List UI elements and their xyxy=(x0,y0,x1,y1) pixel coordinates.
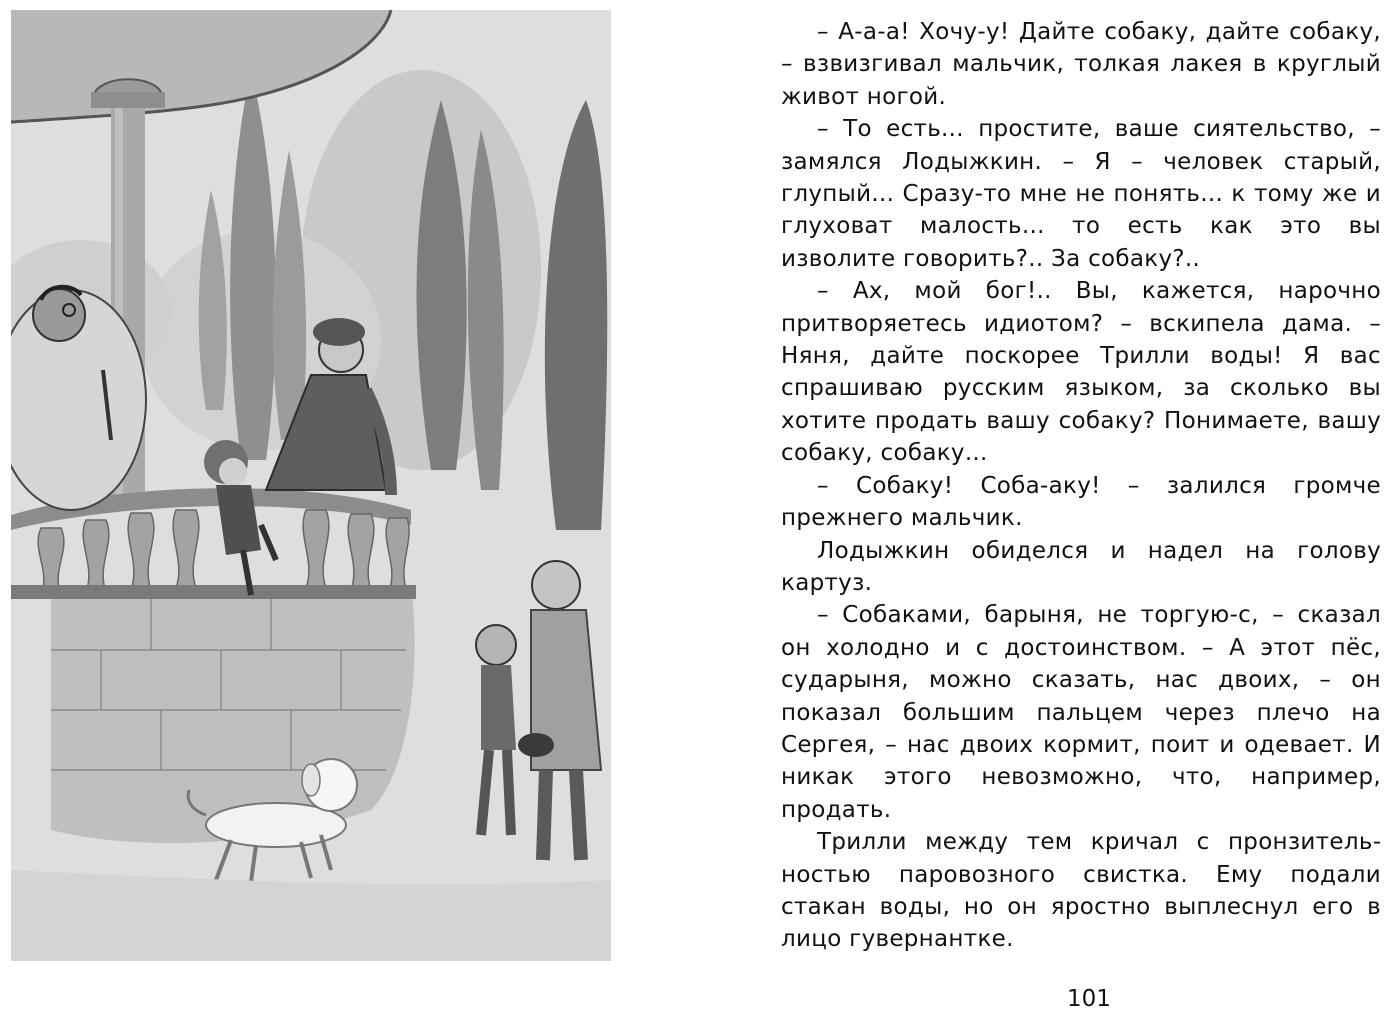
paragraph: – То есть... простите, ваше сиятельство, – замялся Лодыжкин. – Я – человек старый, глупый... Сразу-то мне не понять... к тому же и глуховат малость... то есть как это вы изволите говорить?.. За собаку?.. xyxy=(781,116,1381,272)
paragraph: Лодыжкин обиделся и надел на голову картуз. xyxy=(781,537,1381,596)
paragraph: – А-а-а! Хочу-у! Дайте собаку, дайте собаку, – взвизгивал мальчик, толкая лакея в круглый живот ногой. xyxy=(781,19,1381,110)
paragraph: – Ах, мой бог!.. Вы, кажется, нарочно притворяетесь идиотом? – вскипела дама. – Няня, дайте поскорее Трилли воды! Я вас спрашиваю русским языком, за сколько вы хотите продать вашу собаку? Понимаете, вашу собаку, собаку... xyxy=(781,278,1381,467)
paragraph: – Собаку! Соба-аку! – залился громче прежнего мальчик. xyxy=(781,472,1381,532)
book-illustration-icon xyxy=(11,10,611,961)
page-number: 101 xyxy=(1067,986,1111,1012)
paragraph: – Собаками, барыня, не торгую-с, – сказал он холодно и с достоинством. – А этот пёс, сударыня, можно сказать, нас двоих, – он показал большим пальцем через плечо на Сергея, – нас двоих кормит, поит и одевает. И никак этого невозможно, что, например, продать. xyxy=(781,602,1381,823)
book-illustration xyxy=(11,10,611,961)
story-text xyxy=(781,16,1381,956)
paragraph: Трилли между тем кричал с пронзительностью паровозного свистка. Ему подали стакан воды, но он яростно выплеснул его в лицо гувернантке. xyxy=(781,829,1381,953)
